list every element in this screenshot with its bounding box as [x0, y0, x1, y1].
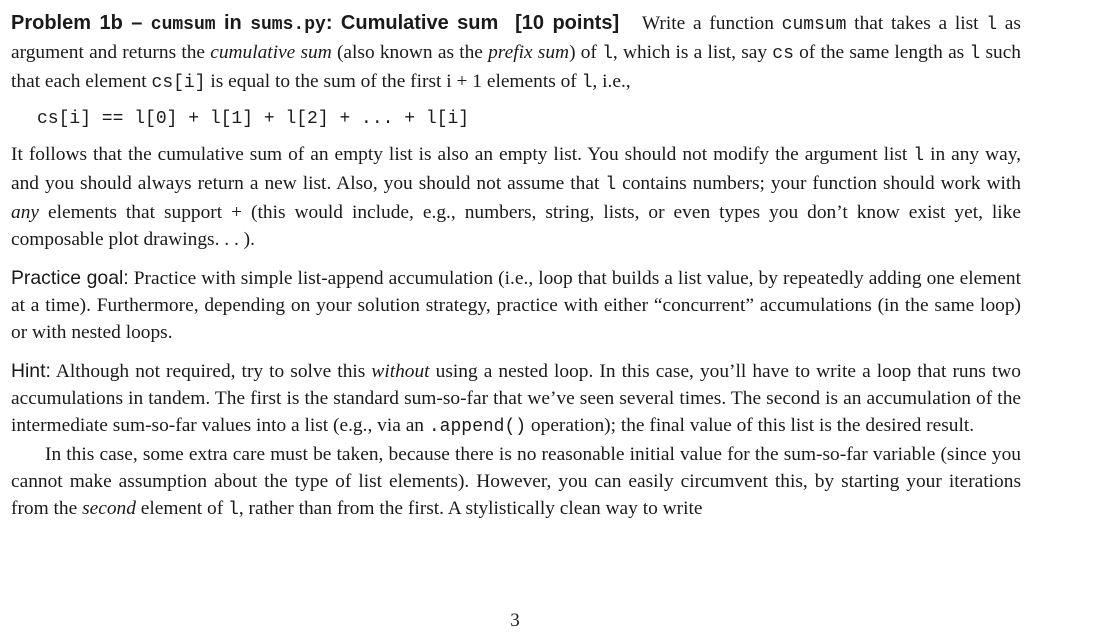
- follows-paragraph: It follows that the cumulative sum of an empty list is also an empty list. You should not modify the argument list l in any way, and you should always return a new list. Also, you should not assume that l contains numbers; your function should work with any elements that support + (this would include, e.g., numbers, string, lists, or even types you don’t know exist yet, like composable plot drawings. . . ).: [11, 144, 1021, 250]
- header-func-name: cumsum: [150, 15, 216, 35]
- code-example: cs[i] == l[0] + l[1] + l[2] + ... + l[i]: [37, 109, 470, 129]
- problem-header: Problem 1b – cumsum in sums.py: Cumulative sum [10 points]: [11, 12, 620, 35]
- hint-paragraph: Hint: Although not required, try to solve this without using a nested loop. In this case, you’ll have to write a loop that runs two accumulations in tandem. The first is the standard sum-so-far that we’ve seen several times. The second is an accumulation of the intermediate sum-so-far values into a list (e.g., via an .append() operation); the final value of this list is the desired result.: [11, 360, 1021, 437]
- page-number: 3: [510, 610, 520, 631]
- care-paragraph: In this case, some extra care must be taken, because there is no reasonable initial value for the sum-so-far variable (since you cannot make assumption about the type of list elements). However, you can easily circumvent this, by starting your iterations from the second element of l, rather than from the first. A stylistically clean way to write: [11, 444, 1021, 520]
- practice-goal-paragraph: Practice goal: Practice with simple list-append accumulation (i.e., loop that builds a list value, by repeatedly adding one element at a time). Furthermore, depending on your solution strategy, practice with either “concurrent” accumulations (in the same loop) or with nested loops.: [11, 267, 1022, 343]
- hint-label: Hint:: [11, 360, 51, 382]
- header-file-name: sums.py: [250, 15, 326, 35]
- header-points: [10 points]: [515, 12, 620, 34]
- practice-goal-label: Practice goal:: [11, 267, 129, 289]
- document-page: [11, 10, 1021, 524]
- problem-paragraph: Problem 1b – cumsum in sums.py: Cumulative sum [10 points] Write a function cumsum that takes a list l as argument and returns the cumulative sum (also known as the prefix sum) of l, which is a list, say cs of the same length as l such that each element cs[i] is equal to the sum of the first i + 1 elements of l, i.e.,: [11, 12, 1021, 93]
